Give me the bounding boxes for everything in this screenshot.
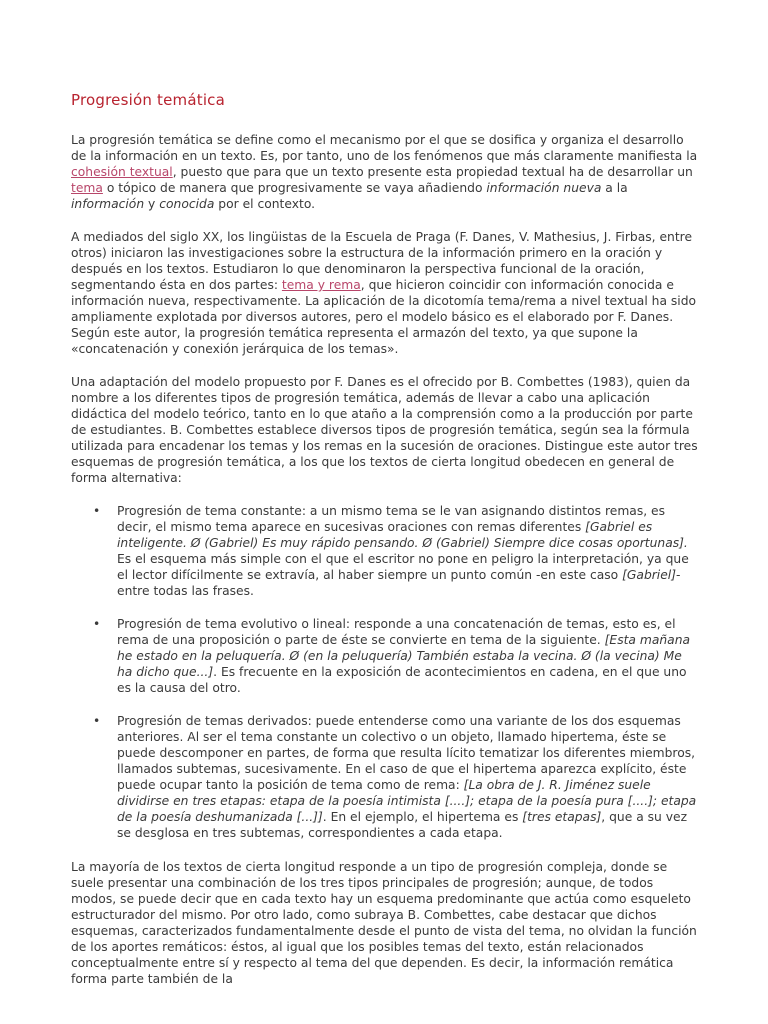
list-item-tema-constante bbox=[117, 503, 701, 599]
bullet1-text-1: Progresión de tema constante: a un mismo tema se le van asignando distintos remas, es decir, el mismo tema aparece en sucesivas oraciones con remas diferentes bbox=[117, 504, 666, 534]
bullet1-text-2: Es el esquema más simple con el que el escritor no pone en peligro la interpretación, ya que el lector difícilmente se extravía, al haber siempre un punto común -en este caso bbox=[117, 552, 689, 582]
article-body bbox=[71, 91, 701, 1004]
link-tema-y-rema[interactable]: tema y rema bbox=[281, 278, 361, 292]
bullet1-text-3: - entre todas las frases. bbox=[117, 568, 681, 598]
intro-text-1: La progresión temática se define como el mecanismo por el que se dosifica y organiza el desarrollo de la información en un texto. Es, por tanto, uno de los fenómenos que más claramente manifiesta la bbox=[71, 133, 698, 163]
bullet1-example: [Gabriel es inteligente. Ø (Gabriel) Es muy rápido pensando. Ø (Gabriel) Siempre dice cosas oportunas]. bbox=[117, 520, 688, 550]
intro-text-6: por el contexto. bbox=[214, 197, 316, 211]
praga-text-2: , que hicieron coincidir con información conocida e información nueva, respectivamente. La aplicación de la dicotomía tema/rema a nivel textual ha sido ampliamente explotada por diversos autores, pero el modelo básico es el elaborado por F. Danes. Según este autor, la progresión temática representa el armazón del texto, ya que supone la «concatenación y conexión jerárquica de los temas». bbox=[71, 278, 697, 356]
intro-text-3: o tópico de manera que progresivamente se vaya añadiendo bbox=[102, 181, 487, 195]
bullet2-example: [Esta mañana he estado en la peluquería. Ø (en la peluquería) También estaba la vecina. Ø (la vecina) Me ha dicho que...] bbox=[117, 633, 691, 679]
paragraph-combettes: Una adaptación del modelo propuesto por F. Danes es el ofrecido por B. Combettes (1983), quien da nombre a los diferentes tipos de progresión temática, además de llevar a cabo una aplicación didáctica del modelo teórico, tanto en lo que ataño a la comprensión como a la producción por parte de estudiantes. B. Combettes establece diversos tipos de progresión temática, según sea la fórmula utilizada para encadenar los temas y los remas en la sucesión de oraciones. Distingue este autor tres esquemas de progresión temática, a los que los textos de cierta longitud obedecen en general de forma alternativa: bbox=[71, 375, 698, 485]
bullet3-text-3: , que a su vez se desglosa en tres subtemas, correspondientes a cada etapa. bbox=[117, 810, 688, 840]
bullet3-example: [La obra de J. R. Jiménez suele dividirse en tres etapas: etapa de la poesía intimista [....]; etapa de la poesía pura [....]; etapa de la poesía deshumanizada [...]] bbox=[117, 778, 697, 824]
intro-italic-3: conocida bbox=[159, 197, 215, 211]
intro-italic-1: información nueva bbox=[486, 181, 602, 195]
bullet2-text-1: Progresión de tema evolutivo o lineal: responde a una concatenación de temas, esto es, el rema de una proposición o parte de éste se convierte en tema de la siguiente. bbox=[117, 617, 676, 647]
paragraph-intro bbox=[71, 132, 701, 212]
link-tema[interactable]: tema bbox=[71, 181, 103, 195]
intro-text-2: , puesto que para que un texto presente esta propiedad textual ha de desarrollar un bbox=[172, 165, 693, 179]
intro-text-5: y bbox=[144, 197, 160, 211]
paragraph-praga bbox=[71, 229, 701, 357]
praga-text-1: A mediados del siglo XX, los lingüistas de la Escuela de Praga (F. Danes, V. Mathesius, J. Firbas, entre otros) iniciaron las investigaciones sobre la estructura de la información primero en la oración y después en los textos. Estudiaron lo que denominaron la perspectiva funcional de la oración, segmentando ésta en dos partes: bbox=[71, 230, 693, 292]
bullet1-italic-2: [Gabriel] bbox=[622, 568, 676, 582]
intro-italic-2: información bbox=[71, 197, 145, 211]
bullet3-italic-2: [tres etapas] bbox=[522, 810, 602, 824]
bullet2-text-2: . Es frecuente en la exposición de acontecimientos en cadena, en el que uno es la causa del otro. bbox=[117, 665, 687, 695]
intro-text-4: a la bbox=[601, 181, 628, 195]
bullet3-text-2: . En el ejemplo, el hipertema es bbox=[322, 810, 523, 824]
paragraph-conclusion: La mayoría de los textos de cierta longitud responde a un tipo de progresión compleja, donde se suele presentar una combinación de los tres tipos principales de progresión; aunque, de todos modos, se puede decir que en cada texto hay un esquema predominante que actúa como esqueleto estructurador del mismo. Por otro lado, como subraya B. Combettes, cabe destacar que dichos esquemas, caracterizados fundamentalmente desde el punto de vista del tema, no olvidan la función de los aportes remáticos: éstos, al igual que los posibles temas del texto, están relacionados conceptualmente entre sí y respecto al tema del que dependen. Es decir, la información remática forma parte también de la bbox=[71, 860, 697, 986]
page-title: Progresión temática bbox=[71, 91, 226, 109]
link-cohesion-textual[interactable]: cohesión textual bbox=[71, 165, 173, 179]
list-item-temas-derivados bbox=[117, 713, 701, 841]
bullet3-text-1: Progresión de temas derivados: puede entenderse como una variante de los dos esquemas anteriores. Al ser el tema constante un colectivo o un objeto, llamado hipertema, éste se puede descomponer en partes, de forma que resulta lícito tematizar los diferentes miembros, llamados subtemas, sucesivamente. En el caso de que el hipertema aparezca explícito, éste puede ocupar tanto la posición de tema como de rema: bbox=[117, 714, 696, 792]
progression-types-list bbox=[71, 503, 701, 841]
list-item-tema-evolutivo bbox=[117, 616, 701, 696]
